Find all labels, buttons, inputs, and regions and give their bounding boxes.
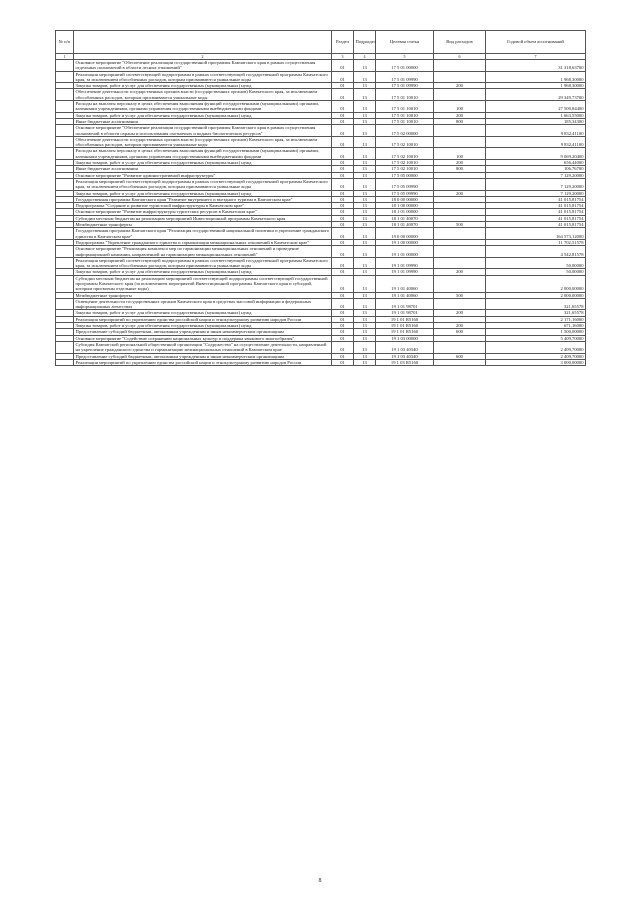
cell-name: Межбюджетные трансферты xyxy=(74,292,332,298)
cell-amount: 31 318,63700 xyxy=(486,60,586,72)
cell-target-article: 17 5 05 09990 xyxy=(376,190,434,196)
cell-subsection: 13 xyxy=(354,298,376,310)
cell-subsection: 13 xyxy=(354,203,376,209)
cell-target-article: 19 1 01 98701 xyxy=(376,298,434,310)
cell-amount: 1 500,00000 xyxy=(486,329,586,335)
cell-target-article: 17 5 02 10010 xyxy=(376,148,434,160)
cell-target-article: 17 5 01 10010 xyxy=(376,89,434,101)
cell-name: Реализация мероприятий по укреплению единства российской нации и этнокультурному развитию народов России xyxy=(74,316,332,322)
cell-section: 01 xyxy=(332,172,354,178)
cell-subsection: 13 xyxy=(354,353,376,359)
cell-section: 01 xyxy=(332,196,354,202)
table-body xyxy=(56,60,586,366)
cell-name: Закупка товаров, работ и услуг для обеспечения государственных (муниципальных) нужд xyxy=(74,160,332,166)
cell-target-article: 17 5 01 00000 xyxy=(376,60,434,72)
cell-expense-type: 200 xyxy=(434,83,486,89)
cell-target-article: 17 5 02 00000 xyxy=(376,125,434,137)
cell-amount: 7 129,20000 xyxy=(486,178,586,190)
cell-expense-type: 600 xyxy=(434,353,486,359)
cell-subsection: 13 xyxy=(354,215,376,221)
table-row xyxy=(56,89,586,101)
cell-subsection: 13 xyxy=(354,228,376,240)
cell-target-article: 19 1 01 40060 xyxy=(376,292,434,298)
cell-target-article: 19 1 00 00000 xyxy=(376,239,434,245)
cell-subsection: 13 xyxy=(354,71,376,83)
cell-subsection: 13 xyxy=(354,136,376,148)
budget-table xyxy=(55,30,586,366)
column-number: 1 xyxy=(56,54,74,60)
cell-target-article: 17 5 02 10010 xyxy=(376,136,434,148)
cell-amount: 671,16000 xyxy=(486,323,586,329)
cell-section: 01 xyxy=(332,83,354,89)
cell-subsection: 13 xyxy=(354,316,376,322)
cell-name: Реализация мероприятий соответствующей подпрограммы в рамках соответствующей государственной программы Камчатского края, за исключением обособленных расходов, которым присваиваются уникальные коды xyxy=(74,178,332,190)
cell-section: 01 xyxy=(332,101,354,113)
cell-subsection: 13 xyxy=(354,83,376,89)
cell-target-article: 19 1 01 40060 xyxy=(376,275,434,292)
table-row xyxy=(56,275,586,292)
cell-target-article: 17 5 05 09990 xyxy=(376,178,434,190)
cell-subsection: 13 xyxy=(354,257,376,269)
cell-subsection: 13 xyxy=(354,112,376,118)
cell-section: 01 xyxy=(332,222,354,228)
cell-expense-type xyxy=(434,257,486,269)
cell-expense-type xyxy=(434,125,486,137)
cell-subsection: 13 xyxy=(354,239,376,245)
cell-section: 01 xyxy=(332,203,354,209)
cell-expense-type: 200 xyxy=(434,310,486,316)
cell-subsection: 13 xyxy=(354,323,376,329)
cell-amount: 41 015,81754 xyxy=(486,203,586,209)
cell-section: 01 xyxy=(332,136,354,148)
cell-subsection: 13 xyxy=(354,359,376,365)
budget-table-sheet xyxy=(55,30,585,366)
cell-amount: 9 832,41100 xyxy=(486,136,586,148)
cell-name: Предоставление субсидий бюджетным, автономным учреждениям и иным некоммерческим организациям xyxy=(74,353,332,359)
cell-target-article: 19 1 03 40340 xyxy=(376,341,434,353)
cell-section: 01 xyxy=(332,209,354,215)
cell-amount: 656,44000 xyxy=(486,160,586,166)
cell-target-article: 17 5 01 09990 xyxy=(376,71,434,83)
cell-amount: 106,76700 xyxy=(486,166,586,172)
cell-amount: 164 573,12000 xyxy=(486,228,586,240)
cell-expense-type: 500 xyxy=(434,292,486,298)
cell-target-article: 19 1 01 R5160 xyxy=(376,323,434,329)
cell-name: Иные бюджетные ассигнования xyxy=(74,118,332,124)
cell-name: Закупка товаров, работ и услуг для обеспечения государственных (муниципальных) нужд xyxy=(74,112,332,118)
cell-subsection: 13 xyxy=(354,310,376,316)
cell-name: Расходы на выплаты персоналу в целях обеспечения выполнения функций государственными (муниципальными) органами, казенными учреждениями, органами управления государственными внебюджетными фондами xyxy=(74,101,332,113)
cell-subsection: 13 xyxy=(354,329,376,335)
cell-subsection: 13 xyxy=(354,160,376,166)
cell-expense-type xyxy=(434,228,486,240)
cell-name: Предоставление субсидий бюджетным, автономным учреждениям и иным некоммерческим организациям xyxy=(74,329,332,335)
cell-empty xyxy=(56,359,74,365)
cell-target-article: 18 1 01 40070 xyxy=(376,222,434,228)
cell-name: Межбюджетные трансферты xyxy=(74,222,332,228)
cell-expense-type xyxy=(434,136,486,148)
cell-section: 01 xyxy=(332,341,354,353)
cell-name: Реализация мероприятий соответствующей подпрограммы в рамках соответствующей государственной программы Камчатского края, за исключением обособленных расходов, которым присваиваются уникальные коды xyxy=(74,257,332,269)
cell-subsection: 13 xyxy=(354,196,376,202)
cell-section: 01 xyxy=(332,316,354,322)
cell-subsection: 13 xyxy=(354,341,376,353)
cell-target-article: 19 1 03 00000 xyxy=(376,335,434,341)
cell-target-article: 19 1 01 R5160 xyxy=(376,316,434,322)
cell-target-article: 18 1 01 40070 xyxy=(376,215,434,221)
cell-amount: 321,65578 xyxy=(486,310,586,316)
cell-subsection: 13 xyxy=(354,269,376,275)
cell-expense-type: 600 xyxy=(434,329,486,335)
column-number: 6 xyxy=(434,54,486,60)
column-number: 7 xyxy=(486,54,586,60)
page-number: 8 xyxy=(318,878,322,884)
cell-target-article: 17 5 01 10010 xyxy=(376,101,434,113)
cell-name: Государственная программа Камчатского края "Реализация государственной национальной политики и укрепление гражданского единства в Камчатском крае" xyxy=(74,228,332,240)
cell-target-article: 17 5 01 10010 xyxy=(376,112,434,118)
header-number: № п/п xyxy=(56,31,74,54)
cell-amount: 41 015,81754 xyxy=(486,222,586,228)
cell-section: 01 xyxy=(332,353,354,359)
cell-amount: 4 542,81578 xyxy=(486,246,586,258)
cell-name: Подпрограмма "Создание и развитие туристской инфраструктуры в Камчатском крае" xyxy=(74,203,332,209)
cell-subsection: 13 xyxy=(354,172,376,178)
cell-name: Закупка товаров, работ и услуг для обеспечения государственных (муниципальных) нужд xyxy=(74,323,332,329)
cell-section: 01 xyxy=(332,359,354,365)
cell-amount: 2 000,00000 xyxy=(486,292,586,298)
header-annual-amount: Годовой объем ассигнований xyxy=(486,31,586,54)
cell-target-article: 19 0 00 00000 xyxy=(376,228,434,240)
cell-name: Субсидии местным бюджетам на реализацию мероприятий соответствующей подпрограммы соответствующей государственной программы Камчатского края (за исключением мероприятий Инвестиционной программы Камчатского края и субсидий, которым присвоены отдельные коды) xyxy=(74,275,332,292)
cell-expense-type: 100 xyxy=(434,148,486,160)
cell-empty xyxy=(56,148,74,160)
cell-name: Обеспечение деятельности государственных органов власти (государственных органов) Камчатского края, за исключением обособленных расходов, которым присваиваются уникальные коды xyxy=(74,136,332,148)
cell-section: 01 xyxy=(332,246,354,258)
cell-target-article: 19 1 01 09990 xyxy=(376,269,434,275)
cell-amount: 1 968,30000 xyxy=(486,83,586,89)
cell-expense-type xyxy=(434,359,486,365)
cell-amount: 3 000,00000 xyxy=(486,359,586,365)
cell-amount: 1 968,30000 xyxy=(486,71,586,83)
cell-subsection: 13 xyxy=(354,125,376,137)
cell-section: 01 xyxy=(332,335,354,341)
column-number: 5 xyxy=(376,54,434,60)
cell-amount: 27 500,84400 xyxy=(486,101,586,113)
cell-target-article: 19 1 01 R5160 xyxy=(376,329,434,335)
cell-name: Реализация мероприятий соответствующей подпрограммы в рамках соответствующей государственной программы Камчатского края, за исключением обособленных расходов, которым присваиваются уникальные коды xyxy=(74,71,332,83)
cell-subsection: 13 xyxy=(354,335,376,341)
header-section: Раздел xyxy=(332,31,354,54)
cell-target-article: 19 1 01 00000 xyxy=(376,246,434,258)
cell-section: 01 xyxy=(332,160,354,166)
cell-section: 01 xyxy=(332,292,354,298)
cell-subsection: 13 xyxy=(354,101,376,113)
cell-target-article: 17 5 05 00000 xyxy=(376,172,434,178)
cell-subsection: 13 xyxy=(354,222,376,228)
table-row xyxy=(56,341,586,353)
cell-section: 01 xyxy=(332,190,354,196)
cell-section: 01 xyxy=(332,166,354,172)
column-number: 4 xyxy=(354,54,376,60)
cell-target-article: 19 1 03 40340 xyxy=(376,353,434,359)
cell-subsection: 13 xyxy=(354,190,376,196)
cell-name: Основное мероприятие "Реализация комплекса мер по гармонизации межнациональных отношений и проведение информационной кампании, направленной на гармонизацию межнациональных отношений" xyxy=(74,246,332,258)
cell-amount: 41 015,81754 xyxy=(486,196,586,202)
cell-target-article: 17 5 01 09990 xyxy=(376,83,434,89)
cell-amount: 9 069,20400 xyxy=(486,148,586,160)
cell-expense-type: 100 xyxy=(434,101,486,113)
cell-name: Закупка товаров, работ и услуг для обеспечения государственных (муниципальных) нужд xyxy=(74,269,332,275)
cell-amount: 11 702,51578 xyxy=(486,239,586,245)
cell-expense-type xyxy=(434,89,486,101)
cell-expense-type xyxy=(434,71,486,83)
table-row xyxy=(56,359,586,365)
cell-name: Расходы на выплаты персоналу в целях обеспечения выполнения функций государственными (муниципальными) органами, казенными учреждениями, органами управления государственными внебюджетными фондами xyxy=(74,148,332,160)
table-row xyxy=(56,125,586,137)
cell-target-article: 18 1 01 00000 xyxy=(376,209,434,215)
cell-amount: 50,00000 xyxy=(486,269,586,275)
cell-section: 01 xyxy=(332,323,354,329)
table-row xyxy=(56,136,586,148)
cell-expense-type: 200 xyxy=(434,323,486,329)
cell-empty xyxy=(56,101,74,113)
cell-name: Закупка товаров, работ и услуг для обеспечения государственных (муниципальных) нужд xyxy=(74,83,332,89)
cell-target-article: 18 0 00 00000 xyxy=(376,196,434,202)
cell-name: Закупка товаров, работ и услуг для обеспечения государственных (муниципальных) нужд xyxy=(74,190,332,196)
cell-name: Закупка товаров, работ и услуг для обеспечения государственных (муниципальных) нужд xyxy=(74,310,332,316)
cell-subsection: 13 xyxy=(354,148,376,160)
cell-target-article: 17 5 01 10010 xyxy=(376,118,434,124)
cell-empty xyxy=(56,89,74,101)
cell-empty xyxy=(56,136,74,148)
cell-section: 01 xyxy=(332,60,354,72)
cell-name: Подпрограмма "Укрепление гражданского единства и гармонизация межнациональных отношений в Камчатском крае" xyxy=(74,239,332,245)
cell-amount: 5 409,70000 xyxy=(486,335,586,341)
cell-section: 01 xyxy=(332,257,354,269)
cell-amount: 1 663,55000 xyxy=(486,112,586,118)
cell-subsection: 13 xyxy=(354,89,376,101)
header-subsection: Подраздел xyxy=(354,31,376,54)
cell-name: Основное мероприятие "Развитие административной инфраструктуры" xyxy=(74,172,332,178)
cell-expense-type: 200 xyxy=(434,269,486,275)
table-row xyxy=(56,101,586,113)
cell-expense-type xyxy=(434,246,486,258)
cell-section: 01 xyxy=(332,269,354,275)
table-row xyxy=(56,228,586,240)
cell-expense-type xyxy=(434,60,486,72)
cell-target-article: 17 5 02 10010 xyxy=(376,166,434,172)
cell-name: Иные бюджетные ассигнования xyxy=(74,166,332,172)
cell-amount: 321,65578 xyxy=(486,298,586,310)
cell-subsection: 13 xyxy=(354,209,376,215)
table-row xyxy=(56,178,586,190)
cell-empty xyxy=(56,71,74,83)
cell-empty xyxy=(56,125,74,137)
cell-empty xyxy=(56,298,74,310)
cell-target-article: 18 1 00 00000 xyxy=(376,203,434,209)
cell-target-article: 19 1 01 09990 xyxy=(376,257,434,269)
table-header-row xyxy=(56,31,586,54)
cell-empty xyxy=(56,275,74,292)
cell-empty xyxy=(56,257,74,269)
cell-subsection: 13 xyxy=(354,118,376,124)
cell-empty xyxy=(56,228,74,240)
table-row xyxy=(56,71,586,83)
cell-amount: 41 015,81754 xyxy=(486,209,586,215)
table-row xyxy=(56,246,586,258)
cell-section: 01 xyxy=(332,148,354,160)
cell-section: 01 xyxy=(332,239,354,245)
cell-name: Основное мероприятие "Обеспечение реализации государственной программы Камчатского края в рамках осуществления полномочий в области охраны и использования охотничьих и водных биологических ресурсов" xyxy=(74,125,332,137)
table-row xyxy=(56,60,586,72)
cell-amount: 7 129,20000 xyxy=(486,190,586,196)
cell-section: 01 xyxy=(332,112,354,118)
column-number: 2 xyxy=(74,54,332,60)
cell-section: 01 xyxy=(332,310,354,316)
cell-expense-type xyxy=(434,298,486,310)
cell-section: 01 xyxy=(332,298,354,310)
cell-subsection: 13 xyxy=(354,166,376,172)
cell-expense-type: 500 xyxy=(434,222,486,228)
cell-section: 01 xyxy=(332,89,354,101)
cell-section: 01 xyxy=(332,228,354,240)
cell-section: 01 xyxy=(332,71,354,83)
cell-amount: 2 000,00000 xyxy=(486,275,586,292)
cell-amount: 29 349,73700 xyxy=(486,89,586,101)
cell-name: Обеспечение деятельности государственных органов власти (государственных органов) Камчатского края, за исключением обособленных расходов, которым присваиваются уникальные коды xyxy=(74,89,332,101)
cell-target-article: 17 5 02 10010 xyxy=(376,160,434,166)
cell-amount: 2 409,70000 xyxy=(486,353,586,359)
cell-expense-type: 200 xyxy=(434,112,486,118)
cell-section: 01 xyxy=(332,125,354,137)
cell-expense-type xyxy=(434,275,486,292)
column-number: 3 xyxy=(332,54,354,60)
cell-section: 01 xyxy=(332,178,354,190)
cell-expense-type: 200 xyxy=(434,190,486,196)
cell-amount: 2 409,70000 xyxy=(486,341,586,353)
cell-subsection: 13 xyxy=(354,275,376,292)
cell-section: 01 xyxy=(332,275,354,292)
cell-section: 01 xyxy=(332,215,354,221)
cell-amount: 9 832,41100 xyxy=(486,125,586,137)
header-name xyxy=(74,31,332,54)
cell-name: Государственная программа Камчатского края "Развитие внутреннего и въездного туризма в Камчатском крае" xyxy=(74,196,332,202)
cell-amount: 185,34300 xyxy=(486,118,586,124)
cell-name: Субсидия Камчатской региональной общественной организации "Содружество" на осуществление деятельности, направленной на укрепление гражданского единства и гармонизацию межнациональных отношений в Камчатском крае xyxy=(74,341,332,353)
table-row xyxy=(56,148,586,160)
cell-name: Основное мероприятие "Обеспечение реализации государственной программы Камчатского края в рамках осуществления отдельных полномочий в области лесных отношений" xyxy=(74,60,332,72)
cell-name: Основное мероприятие "Развитие инфраструктуры туристских ресурсов в Камчатском крае" xyxy=(74,209,332,215)
cell-expense-type: 200 xyxy=(434,160,486,166)
cell-subsection: 13 xyxy=(354,292,376,298)
cell-section: 01 xyxy=(332,329,354,335)
table-row xyxy=(56,298,586,310)
cell-name: Освещение деятельности государственных органов Камчатского края в средствах массовой информации и федеральных информационных агентствах xyxy=(74,298,332,310)
cell-empty xyxy=(56,341,74,353)
cell-subsection: 13 xyxy=(354,60,376,72)
cell-expense-type xyxy=(434,178,486,190)
cell-target-article: 19 1 03 R5160 xyxy=(376,359,434,365)
table-row xyxy=(56,257,586,269)
cell-section: 01 xyxy=(332,118,354,124)
cell-empty xyxy=(56,178,74,190)
header-target-article: Целевая статья xyxy=(376,31,434,54)
cell-name: Реализация мероприятий по укреплению единства российской нации и этнокультурному развитию народов России xyxy=(74,359,332,365)
cell-expense-type: 800 xyxy=(434,166,486,172)
cell-expense-type xyxy=(434,341,486,353)
cell-target-article: 19 1 01 98701 xyxy=(376,310,434,316)
cell-subsection: 13 xyxy=(354,178,376,190)
cell-expense-type: 800 xyxy=(434,118,486,124)
cell-empty xyxy=(56,60,74,72)
cell-amount: 7 129,20000 xyxy=(486,172,586,178)
cell-amount: 2 171,16000 xyxy=(486,316,586,322)
cell-empty xyxy=(56,246,74,258)
header-expense-type: Вид расходов xyxy=(434,31,486,54)
cell-subsection: 13 xyxy=(354,246,376,258)
cell-amount: 50,00000 xyxy=(486,257,586,269)
cell-name: Основное мероприятие "Содействие сохранению национальных культур и поддержка языкового многообразия" xyxy=(74,335,332,341)
cell-name: Субсидии местным бюджетам на реализацию мероприятий Инвестиционной программы Камчатского края xyxy=(74,215,332,221)
cell-amount: 41 015,81754 xyxy=(486,215,586,221)
